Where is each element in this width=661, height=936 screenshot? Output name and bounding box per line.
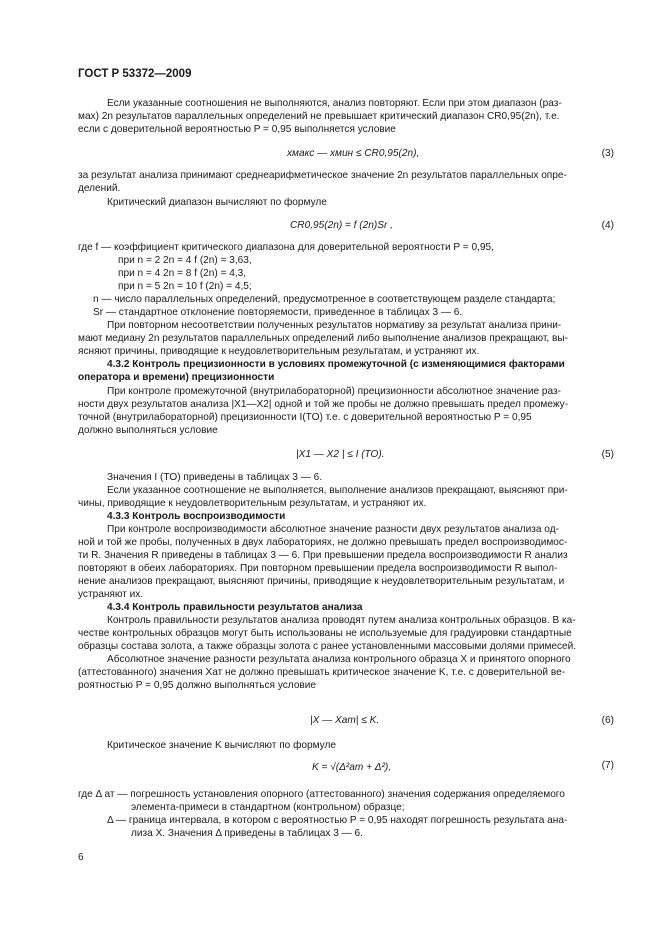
paragraph-line: чины, приводящие к неудовлетворительным результатам, и устраняют их. — [78, 498, 427, 509]
definition-line: лиза X. Значения Δ приведены в таблицах 3 — 6. — [131, 828, 363, 839]
equation-4: CR0,95(2n) = f (2n)Sr , — [290, 220, 393, 231]
paragraph-line: Контроль правильности результатов анализа проводят путем анализа контрольных образцов. В ка- — [107, 615, 576, 626]
equation-number-4: (4) — [601, 220, 614, 231]
paragraph-line: устраняют их. — [78, 589, 144, 600]
definition-line: при n = 5 2n = 10 f (2n) = 4,5; — [118, 281, 252, 292]
paragraph-line: Если указанное соотношение не выполняется, выполнение анализов прекращают, выясняют при- — [107, 485, 568, 496]
paragraph-line: Критическое значение K вычисляют по формуле — [107, 740, 336, 751]
paragraph-line: Если указанные соотношения не выполняются, анализ повторяют. Если при этом диапазон (раз- — [107, 98, 562, 109]
paragraph-line: повторяют в обеих лабораториях. При повторном превышении предела воспроизводимости R выпол- — [78, 563, 558, 574]
section-heading-4-3-2-cont: оператора и времени) прецизионности — [78, 372, 275, 383]
paragraph-line: Абсолютное значение разности результата анализа контрольного образца X и принятого опорного — [107, 654, 571, 665]
paragraph-line: образцы состава золота, а также образцы золота с ранее установленными массовыми долями примесей. — [78, 641, 577, 652]
definition-line: Sr — стандартное отклонение повторяемости, приведенное в таблицах 3 — 6. — [93, 307, 463, 318]
paragraph-line: При повторном несоответствии полученных результатов нормативу за результат анализа прини- — [107, 320, 562, 331]
paragraph-line: мах) 2n результатов параллельных определений не превышает критический диапазон CR0,95(2n), т.е. — [78, 111, 560, 122]
paragraph-line: мают медиану 2n результатов параллельных определений либо выполнение анализов прекращают, вы- — [78, 333, 568, 344]
paragraph-line: делений. — [78, 183, 121, 194]
definition-line: Δ — граница интервала, в котором с вероятностью P = 0,95 находят погрешность результата ана- — [107, 815, 568, 826]
equation-7: K = √(Δ²ат + Δ²), — [312, 762, 392, 773]
definition-line: при n = 2 2n = 4 f (2n) = 3,63, — [118, 255, 252, 266]
definition-line: где f — коэффициент критического диапазона для доверительной вероятности P = 0,95, — [78, 242, 494, 253]
paragraph-line: точной (внутрилабораторной) прецизионности I(TO) т.е. с доверительной вероятностью P = 0,95 — [78, 412, 532, 423]
equation-number-5: (5) — [601, 449, 614, 460]
paragraph-line: При контроле воспроизводимости абсолютное значение разности двух результатов анализа од- — [107, 524, 559, 535]
definition-line: при n = 4 2n = 8 f (2n) = 4,3, — [118, 268, 247, 279]
equation-5: |X1 — X2 | ≤ I (TO). — [296, 449, 385, 460]
paragraph-line: если с доверительной вероятностью P = 0,95 выполняется условие — [78, 124, 396, 135]
paragraph-line: ти R. Значения R приведены в таблицах 3 — 6. При превышении предела воспроизводимости R анализ — [78, 550, 568, 561]
definition-line: n — число параллельных определений, предусмотренное в соответствующем разделе стандарта; — [93, 294, 556, 305]
section-heading-4-3-3: 4.3.3 Контроль воспроизводимости — [107, 511, 286, 522]
definition-line: где Δ ат — погрешность установления опорного (аттестованного) значения содержания определяемого — [78, 789, 565, 800]
paragraph-line: роятностью P = 0,95 должно выполняться условие — [78, 680, 317, 691]
paragraph-line: Значения I (TO) приведены в таблицах 3 — 6. — [107, 472, 323, 483]
page-number: 6 — [78, 852, 84, 863]
paragraph-line: При контроле промежуточной (внутрилабораторной) прецизионности абсолютное значение раз- — [107, 386, 562, 397]
paragraph-line: за результат анализа принимают среднеарифметическое значение 2n результатов параллельных опре- — [78, 170, 567, 181]
equation-3: xмакс — xмин ≤ CR0,95(2n), — [287, 148, 420, 159]
paragraph-line: ной и той же пробы, полученных в двух лабораториях, не должно превышать предел воспроизводимос- — [78, 537, 568, 548]
paragraph-line: ясняют причины, приводящие к неудовлетворительным результатам, и устраняют их. — [78, 346, 480, 357]
document-header: ГОСТ Р 53372—2009 — [78, 68, 192, 80]
paragraph-line: (аттестованного) значения Xат не должно превышать критическое значение K, т.е. с доверительной ве- — [78, 667, 566, 678]
paragraph-line: Критический диапазон вычисляют по формуле — [107, 197, 327, 208]
section-heading-4-3-2: 4.3.2 Контроль прецизионности в условиях промежуточной (с изменяющимися факторами — [107, 359, 565, 370]
equation-number-7: (7) — [601, 760, 614, 771]
equation-number-6: (6) — [601, 715, 614, 726]
paragraph-line: честве контрольных образцов могут быть использованы не используемые для градуировки стандартные — [78, 628, 572, 639]
definition-line: элемента-примеси в стандартном (контрольном) образце; — [131, 802, 405, 813]
paragraph-line: должно выполняться условие — [78, 425, 218, 436]
paragraph-line: нение анализов прекращают, выясняют причины, приводящие к неудовлетворительным результатам, и — [78, 576, 565, 587]
equation-number-3: (3) — [601, 148, 614, 159]
equation-6: |X — Xат| ≤ K. — [310, 715, 380, 726]
paragraph-line: ности двух результатов анализа |X1—X2| одной и той же пробы не должно превышать предел промежу- — [78, 399, 569, 410]
section-heading-4-3-4: 4.3.4 Контроль правильности результатов анализа — [107, 602, 363, 613]
